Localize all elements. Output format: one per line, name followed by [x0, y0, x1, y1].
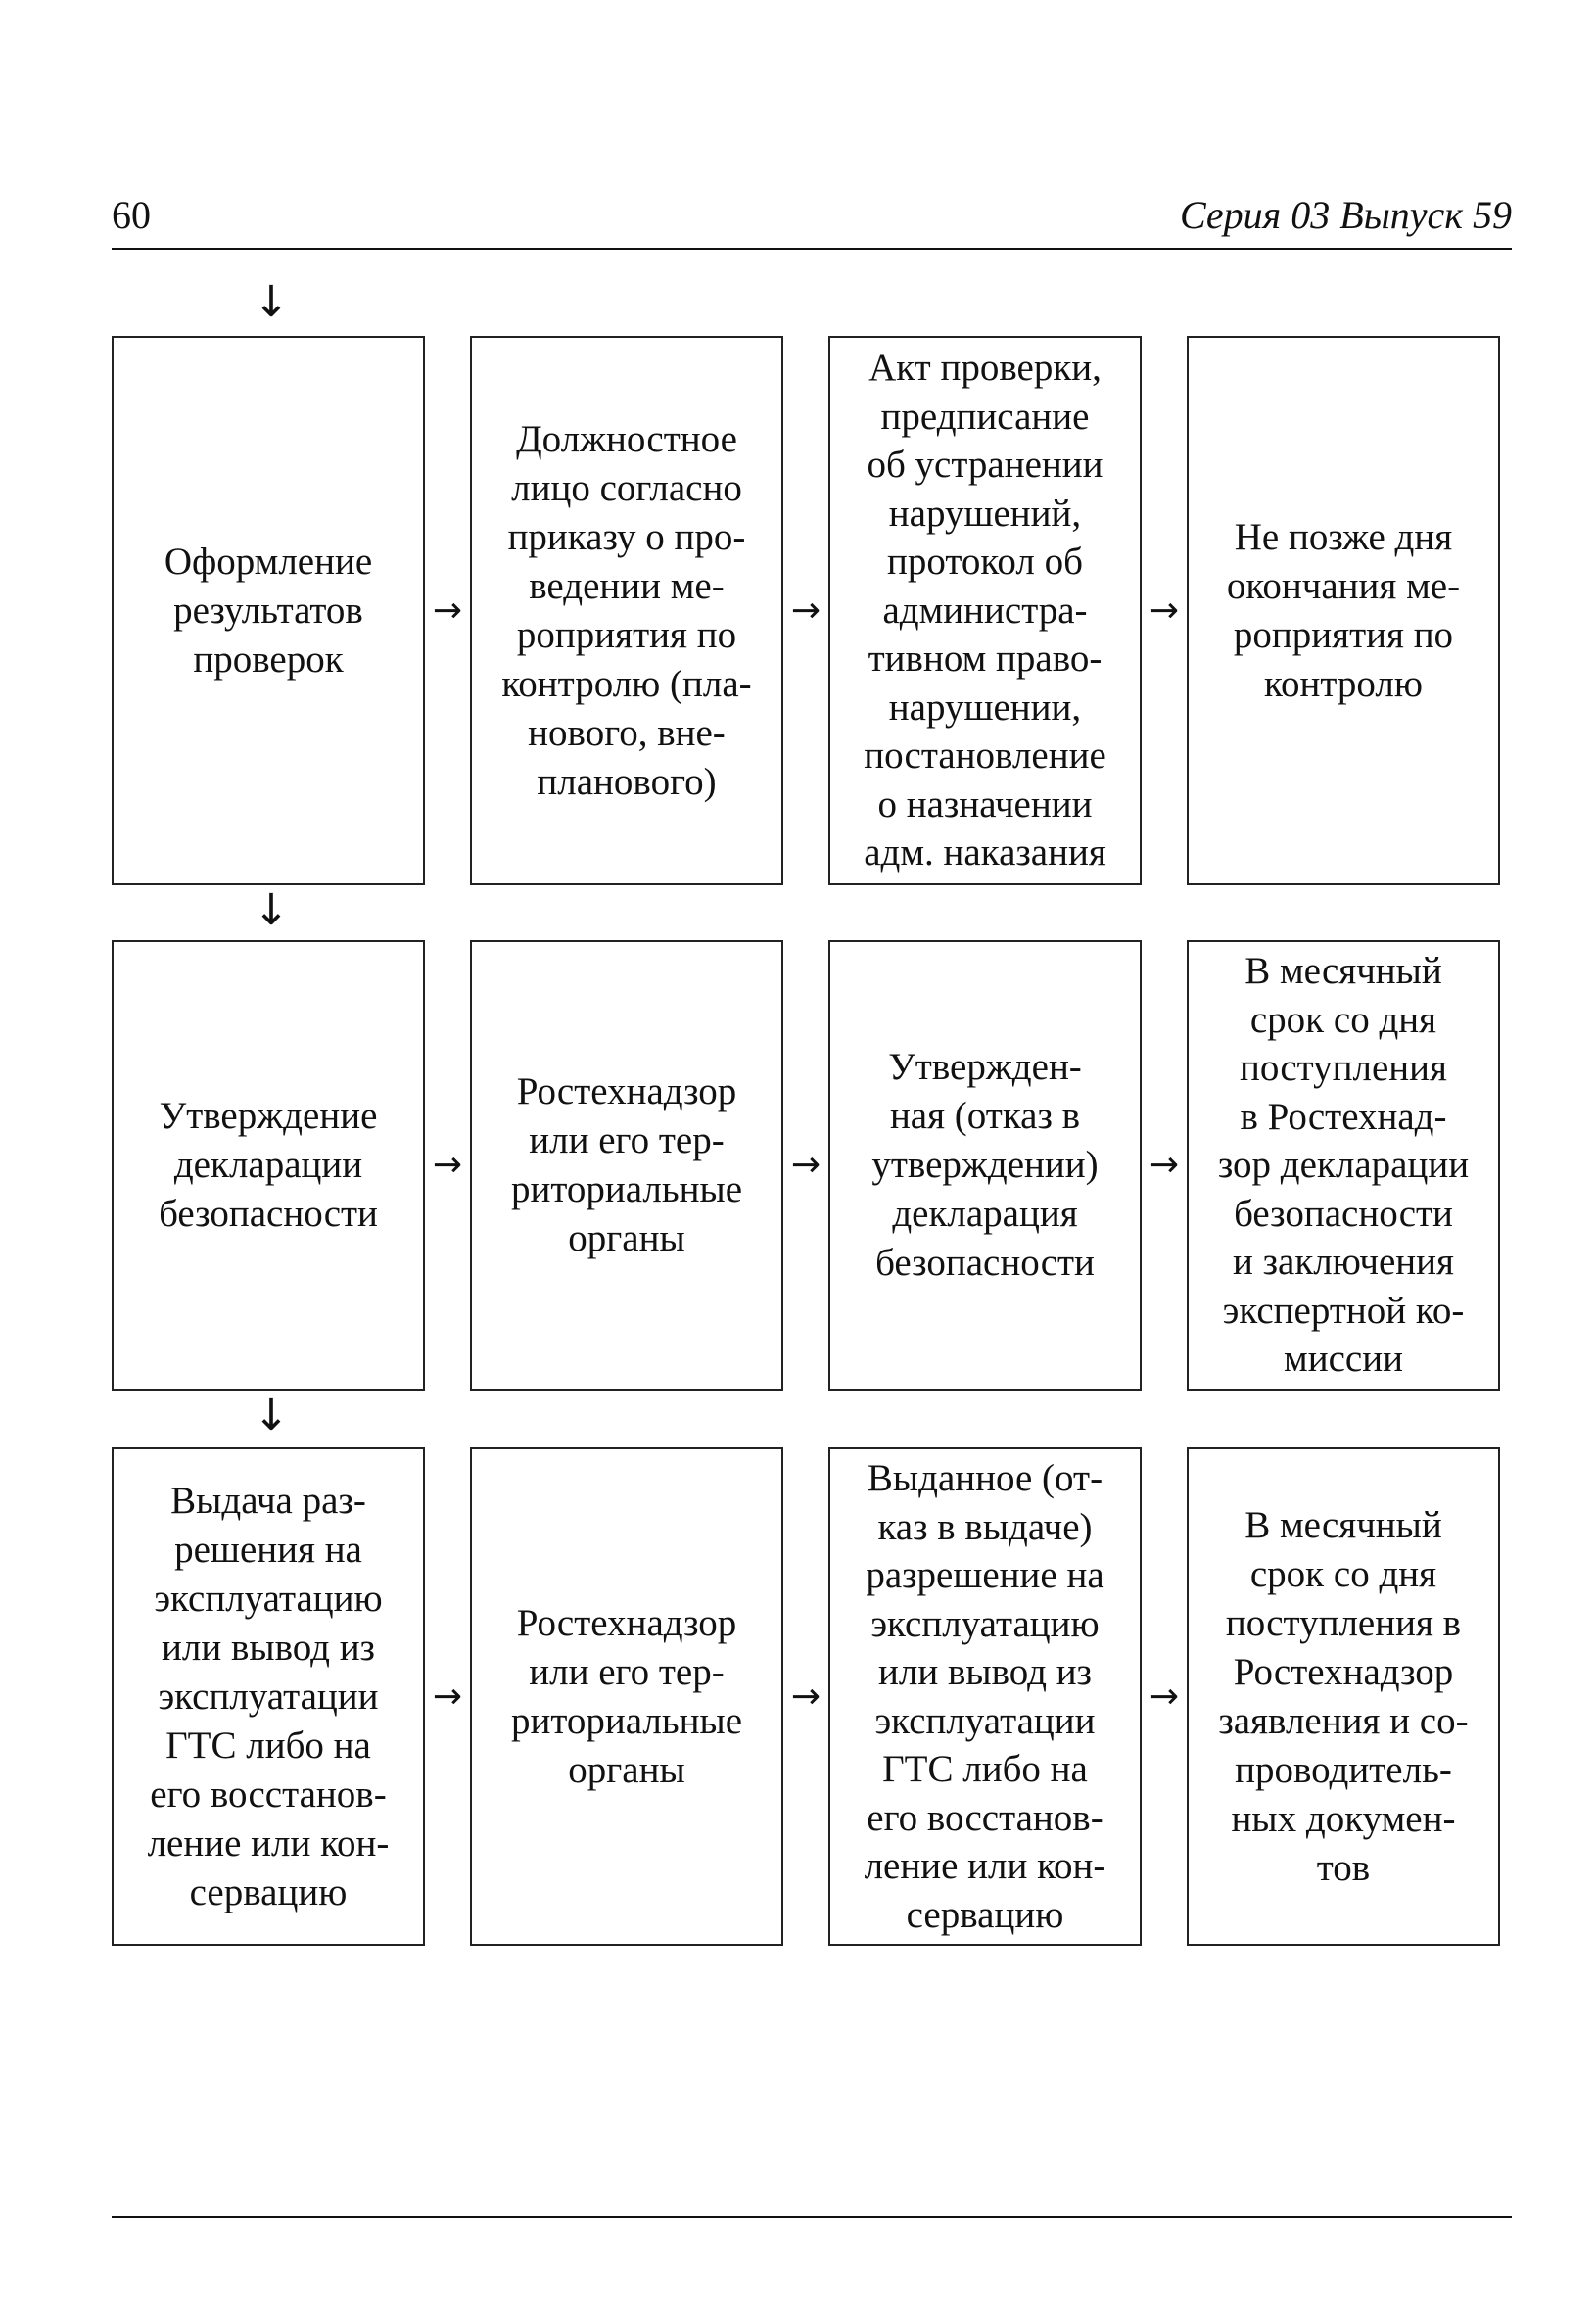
- flow-text: Ростехнадзор или его тер- риториальные органы: [510, 1070, 743, 1259]
- flow-text: В месячный срок со дня поступления в Ростехнадзор заявления и со- проводитель- ных докумен- тов: [1218, 1503, 1469, 1889]
- arrow-right-icon: →: [432, 590, 463, 631]
- header-rule: [112, 248, 1512, 250]
- arrow-right-icon: →: [1149, 590, 1180, 631]
- flow-text: Акт проверки, предписание об устранении нарушений, протокол об администра- тивном право- нарушении, постановление о назначении адм. наказания: [864, 347, 1106, 874]
- flow-text: Утверждение декларации безопасности: [159, 1095, 378, 1235]
- flow-box-process: [112, 940, 425, 1391]
- flow-box-responsible: [470, 940, 783, 1391]
- flow-text: Ростехнадзор или его тер- риториальные органы: [510, 1601, 743, 1791]
- flow-box-process: [112, 1447, 425, 1946]
- flow-box-result: [828, 1447, 1142, 1946]
- arrow-right-icon: →: [790, 1676, 821, 1717]
- flow-text: В месячный срок со дня поступления в Ростехнад- зор декларации безопасности и заключения экспертной ко- миссии: [1217, 950, 1470, 1381]
- arrow-down-icon: ↓: [253, 277, 290, 327]
- page-number: 60: [112, 193, 151, 237]
- flow-box-deadline: [1187, 336, 1500, 885]
- flow-text: Должностное лицо согласно приказу о про- ведении ме- роприятия по контролю (пла- нового, вне- планового): [501, 417, 752, 803]
- flow-text: Не позже дня окончания ме- роприятия по контролю: [1226, 515, 1461, 705]
- arrow-down-icon: ↓: [253, 885, 290, 935]
- arrow-right-icon: →: [1149, 1676, 1180, 1717]
- flow-box-responsible: [470, 1447, 783, 1946]
- arrow-down-icon: ↓: [253, 1391, 290, 1440]
- footer-rule: [112, 2216, 1512, 2218]
- flow-box-result: [828, 940, 1142, 1391]
- flow-row-permit: [112, 1447, 1512, 1946]
- arrow-right-icon: →: [1149, 1145, 1180, 1185]
- arrow-right-icon: →: [790, 590, 821, 631]
- arrow-right-icon: →: [790, 1145, 821, 1185]
- flow-text: Утвержден- ная (отказ в утверждении) декларация безопасности: [871, 1046, 1099, 1284]
- flow-row-inspection: [112, 336, 1512, 885]
- flow-box-deadline: [1187, 940, 1500, 1391]
- flow-box-result: [828, 336, 1142, 885]
- flow-box-deadline: [1187, 1447, 1500, 1946]
- flow-row-declaration: [112, 940, 1512, 1391]
- flow-box-process: [112, 336, 425, 885]
- flow-text: Выданное (от- каз в выдаче) разрешение на эксплуатацию или вывод из эксплуатации ГТС либо на его восстанов- ление или кон- сервацию: [864, 1457, 1106, 1936]
- arrow-right-icon: →: [432, 1145, 463, 1185]
- flow-text: Оформление результатов проверок: [164, 540, 373, 681]
- flow-text: Выдача раз- решения на эксплуатацию или вывод из эксплуатации ГТС либо на его восстанов- ление или кон- сервацию: [147, 1479, 390, 1913]
- flow-box-responsible: [470, 336, 783, 885]
- series-label: Серия 03 Выпуск 59: [1179, 193, 1512, 237]
- arrow-right-icon: →: [432, 1676, 463, 1717]
